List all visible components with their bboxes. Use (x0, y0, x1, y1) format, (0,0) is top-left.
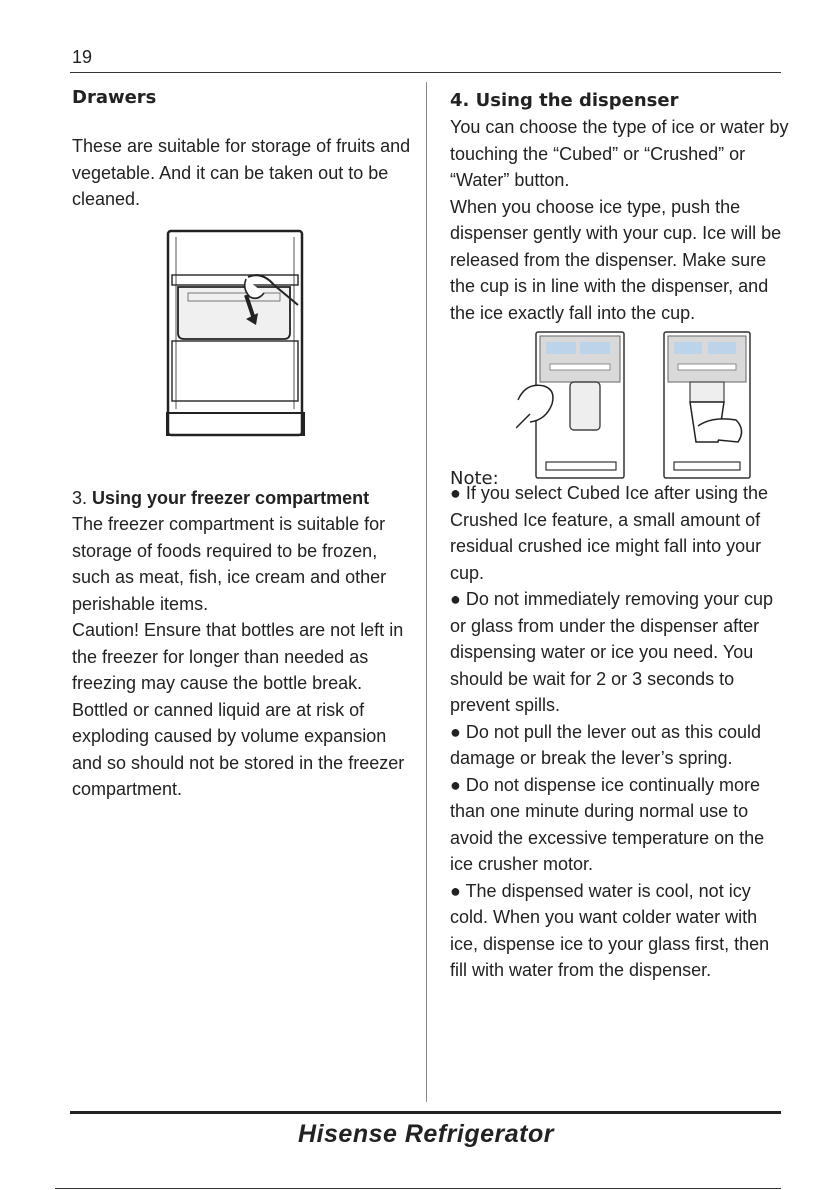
note-4: ● Do not dispense ice continually more than one minute during normal use to avoid the excessive temperature on the ice crusher motor. (450, 774, 765, 874)
note-5: ● The dispensed water is cool, not icy cold. When you want colder water with ice, dispense ice to your glass first, then fill with water from the dispenser. (450, 880, 770, 980)
freezer-text: The freezer compartment is suitable for storage of foods required to be frozen, such as meat, fish, ice cream and other perishable items. (72, 514, 387, 614)
drawer-illustration (166, 229, 306, 439)
freezer-heading-line (72, 485, 417, 512)
freezer-heading: Using your freezer compartment (92, 487, 370, 508)
drawers-heading: Drawers (72, 87, 157, 108)
page-number: 19 (72, 47, 93, 67)
column-divider (426, 82, 427, 1102)
bottom-rule (70, 1111, 781, 1114)
dispenser-cup-illustration (662, 330, 752, 480)
top-rule (70, 72, 781, 73)
dispenser-text-1: You can choose the type of ice or water by touching the “Cubed” or “Crushed” or “Water” button. (450, 117, 789, 190)
bottled-text: Bottled or canned liquid are at risk of exploding caused by volume expansion and so should not be stored in the freezer compartment. (72, 699, 405, 799)
dispenser-push-illustration (516, 330, 626, 480)
note-heading: Note: (450, 468, 499, 489)
note-3: ● Do not pull the lever out as this could damage or break the lever’s spring. (450, 721, 762, 768)
drawers-text: These are suitable for storage of fruits and vegetable. And it can be taken out to be cleaned. (72, 136, 411, 209)
brand-footer: Hisense Refrigerator (298, 1120, 554, 1148)
left-column (72, 85, 417, 803)
dispenser-text-2: When you choose ice type, push the dispenser gently with your cup. Ice will be released from the dispenser. Make sure the cup is in line with the dispenser, and the ice exactly fall into the cup. (450, 196, 782, 323)
right-column (450, 88, 790, 984)
caution-text: Caution! Ensure that bottles are not left in the freezer for longer than needed as freezing may cause the bottle break. (72, 620, 404, 693)
dispenser-illustrations (450, 330, 790, 489)
freezer-number: 3. (72, 487, 93, 508)
dispenser-heading: 4. Using the dispenser (450, 90, 679, 111)
note-1: ● If you select Cubed Ice after using the Crushed Ice feature, a small amount of residual crushed ice might fall into your cup. (450, 483, 769, 583)
footer-rule (55, 1188, 781, 1189)
note-2: ● Do not immediately removing your cup or glass from under the dispenser after dispensing water or ice you need. You should be wait for 2 or 3 seconds to prevent spills. (450, 589, 774, 715)
